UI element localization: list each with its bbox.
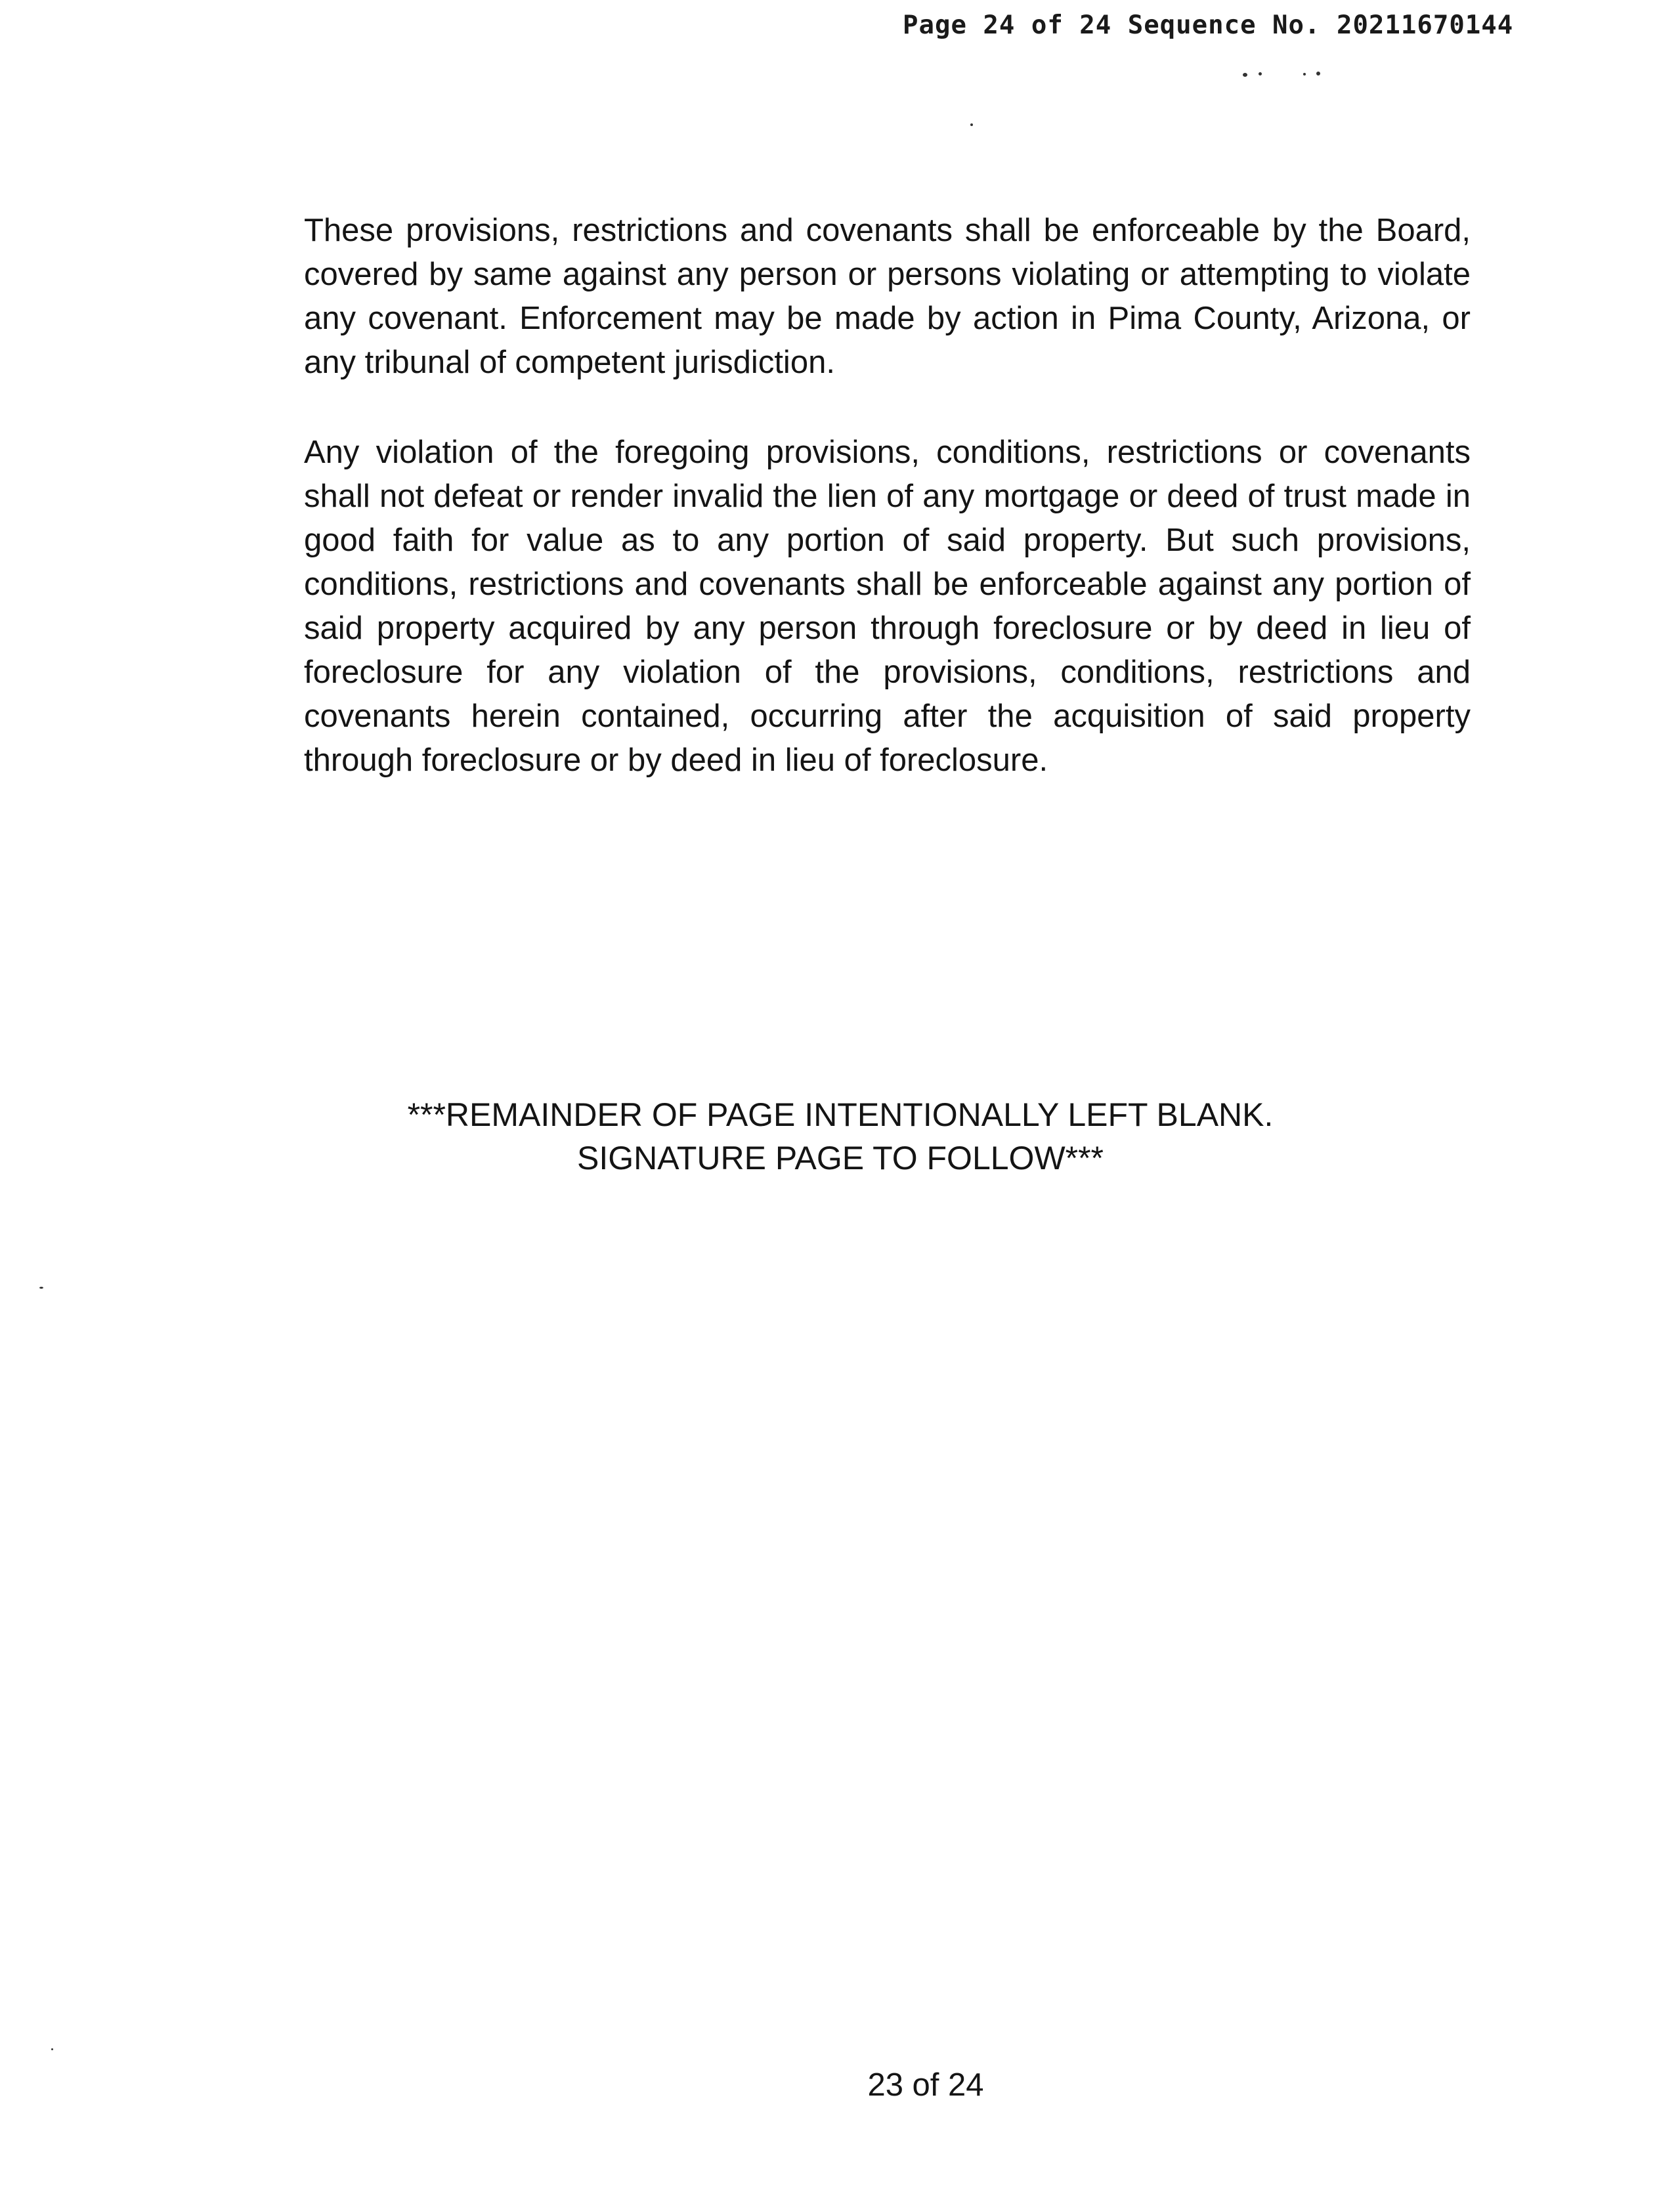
notice-line-2: SIGNATURE PAGE TO FOLLOW***	[576, 1140, 1104, 1176]
scan-speck	[1243, 73, 1247, 77]
scan-speck	[39, 1287, 43, 1289]
recording-header-stamp: Page 24 of 24 Sequence No. 20211670144	[903, 11, 1514, 40]
scan-speck	[1259, 72, 1262, 75]
scan-speck	[51, 2048, 53, 2050]
scan-speck	[970, 123, 973, 126]
scan-speck	[1303, 73, 1306, 75]
paragraph-enforcement: These provisions, restrictions and covenants shall be enforceable by the Board, covered by same against any person or persons violating or attempting to violate any covenant. Enforcement may be made by action in Pima County, Arizona, or any tribunal of competent jurisdiction.	[304, 213, 1471, 380]
page-number: 23 of 24	[867, 2067, 984, 2103]
paragraph-violation-lien: Any violation of the foregoing provisions, conditions, restrictions or covenants shall not defeat or render invalid the lien of any mortgage or deed of trust made in good faith for value as to any portion of said property. But such provisions, conditions, restrictions and covenants shall be enforceable against any portion of said property acquired by any person through foreclosure or by deed in lieu of foreclosure for any violation of the provisions, conditions, restrictions and covenants herein contained, occurring after the acquisition of said property through foreclosure or by deed in lieu of foreclosure.	[304, 435, 1471, 778]
blank-page-notice	[197, 1093, 1484, 1180]
scan-speck	[1316, 72, 1320, 75]
notice-line-1: ***REMAINDER OF PAGE INTENTIONALLY LEFT BLANK.	[407, 1096, 1274, 1133]
